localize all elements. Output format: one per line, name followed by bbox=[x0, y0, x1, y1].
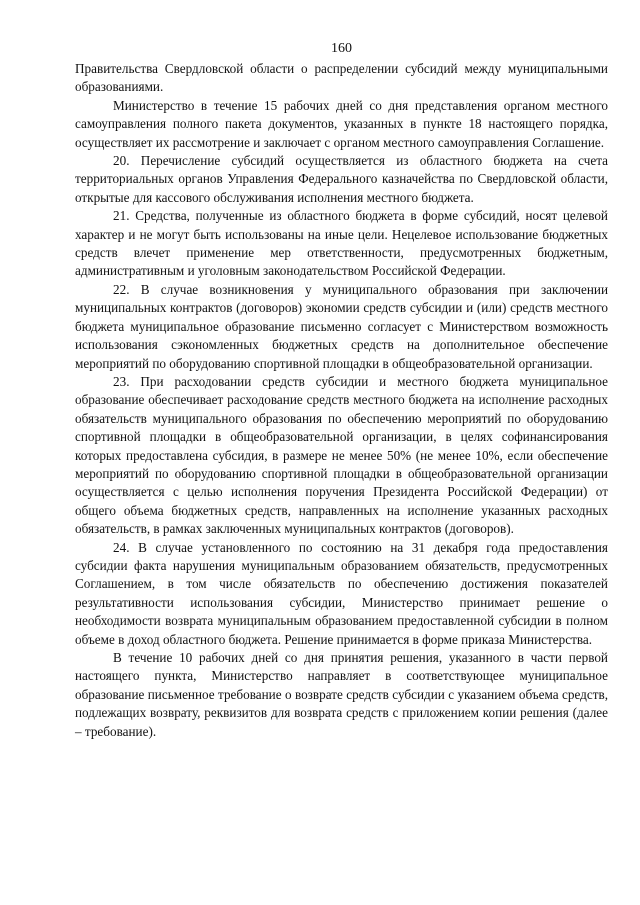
paragraph-continuation: Правительства Свердловской области о распределении субсидий между муниципальными образованиями. bbox=[75, 61, 608, 95]
page-number: 160 bbox=[331, 41, 352, 56]
paragraph-item-20: 20. Перечисление субсидий осуществляется из областного бюджета на счета территориальных органов Управления Федерального казначейства по Свердловской области, открытые для кассового обслуживания исполнения местного бюджета. bbox=[75, 153, 608, 205]
paragraph-return-requirement: В течение 10 рабочих дней со дня принятия решения, указанного в части первой настоящего пункта, Министерство направляет в соответствующее муниципальное образование письменное требование о возврате средств субсидии с указанием объема средств, подлежащих возврату, реквизитов для возврата средств с приложением копии решения (далее – требование). bbox=[75, 650, 608, 739]
document-body bbox=[75, 60, 608, 741]
paragraph-item-24: 24. В случае установленного по состоянию на 31 декабря года предоставления субсидии факта нарушения муниципальным образованием обязательств, предусмотренных Соглашением, в том числе обязательств по обеспечению достижения показателей результативности использования субсидии, Министерство принимает решение о необходимости возврата муниципальным образованием предоставленной субсидии в полном объеме в доход областного бюджета. Решение принимается в форме приказа Министерства. bbox=[75, 539, 608, 647]
paragraph-item-22: 22. В случае возникновения у муниципального образования при заключении муниципальных контрактов (договоров) экономии средств субсидии и (или) средств местного бюджета муниципальное образование письменно согласует с Министерством возможность использования сэкономленных бюджетных средств на дополнительное обеспечение мероприятий по оборудованию спортивной площадки в общеобразовательной организации. bbox=[75, 281, 608, 371]
paragraph-item-23: 23. При расходовании средств субсидии и местного бюджета муниципальное образование обеспечивает расходование средств местного бюджета на исполнение расходных обязательств муниципального образования по обеспечению мероприятий по оборудованию спортивной площадки в общеобразовательной организации, в целях софинансирования которых предоставлена субсидия, в размере не менее 50% (не менее 10%, если обеспечение мероприятий по оборудованию спортивной площадки в общеобразовательной организации осуществляется с целью исполнения поручения Президента Российской Федерации) от общего объема бюджетных средств, направленных на исполнение указанных расходных обязательств, в рамках заключенных муниципальных контрактов (договоров). bbox=[75, 373, 608, 537]
paragraph-item-21: 21. Средства, полученные из областного бюджета в форме субсидий, носят целевой характер и не могут быть использованы на иные цели. Нецелевое использование бюджетных средств влечет применение мер ответственности, предусмотренных бюджетным, административным и уголовным законодательством Российской Федерации. bbox=[75, 208, 608, 279]
paragraph-ministry-review: Министерство в течение 15 рабочих дней со дня представления органом местного самоуправления полного пакета документов, указанных в пункте 18 настоящего порядка, осуществляет их рассмотрение и заключает с органом местного самоуправления Соглашение. bbox=[75, 97, 608, 150]
